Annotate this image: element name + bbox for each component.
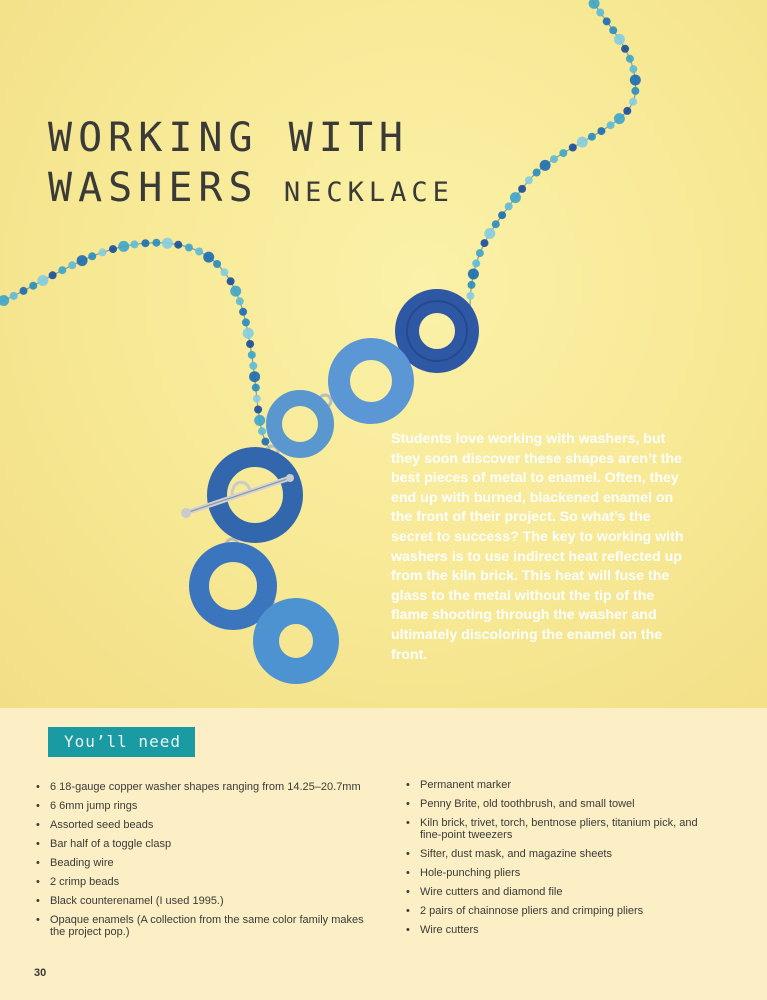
list-item: • 6 18-gauge copper washer shapes ranging from 14.25–20.7mm — [34, 781, 364, 793]
title-line-2: WASHERS — [48, 165, 259, 211]
list-item: • Penny Brite, old toothbrush, and small towel — [404, 798, 704, 810]
list-item: • Opaque enamels (A collection from the same color family makes the project pop.) — [34, 914, 364, 938]
supplies-panel — [0, 708, 767, 1000]
list-item: • 2 crimp beads — [34, 876, 364, 888]
toggle-bar — [181, 474, 294, 518]
list-item: • Permanent marker — [404, 779, 704, 791]
list-item: • Bar half of a toggle clasp — [34, 838, 364, 850]
list-item: • Assorted seed beads — [34, 819, 364, 831]
list-item: • Wire cutters and diamond file — [404, 886, 704, 898]
list-item: • Hole-punching pliers — [404, 867, 704, 879]
supplies-list-left — [34, 781, 364, 945]
list-item: • 2 pairs of chainnose pliers and crimping pliers — [404, 905, 704, 917]
needs-heading: You’ll need — [48, 727, 195, 757]
list-item: • Sifter, dust mask, and magazine sheets — [404, 848, 704, 860]
list-item: • Wire cutters — [404, 924, 704, 936]
title-line-1: WORKING WITH — [48, 115, 409, 161]
page-title — [48, 114, 454, 217]
list-item: • Beading wire — [34, 857, 364, 869]
list-item: • 6 6mm jump rings — [34, 800, 364, 812]
supplies-list-right — [404, 779, 704, 943]
title-subtitle: NECKLACE — [283, 177, 454, 208]
page-number: 30 — [34, 967, 47, 979]
list-item: • Kiln brick, trivet, torch, bentnose pliers, titanium pick, and fine-point tweezers — [404, 817, 704, 841]
intro-paragraph: Students love working with washers, but they soon discover these shapes aren’t the best pieces of metal to enamel. Often, they end up with burned, blackened enamel on the front of their project. So what’s the secret to success? The key to working with washers is to use indirect heat reflected up from the kiln brick. This heat will fuse the glass to the metal without the tip of the flame shooting through the washer and ultimately discoloring the enamel on the front. — [391, 431, 684, 663]
list-item: • Black counterenamel (I used 1995.) — [34, 895, 364, 907]
